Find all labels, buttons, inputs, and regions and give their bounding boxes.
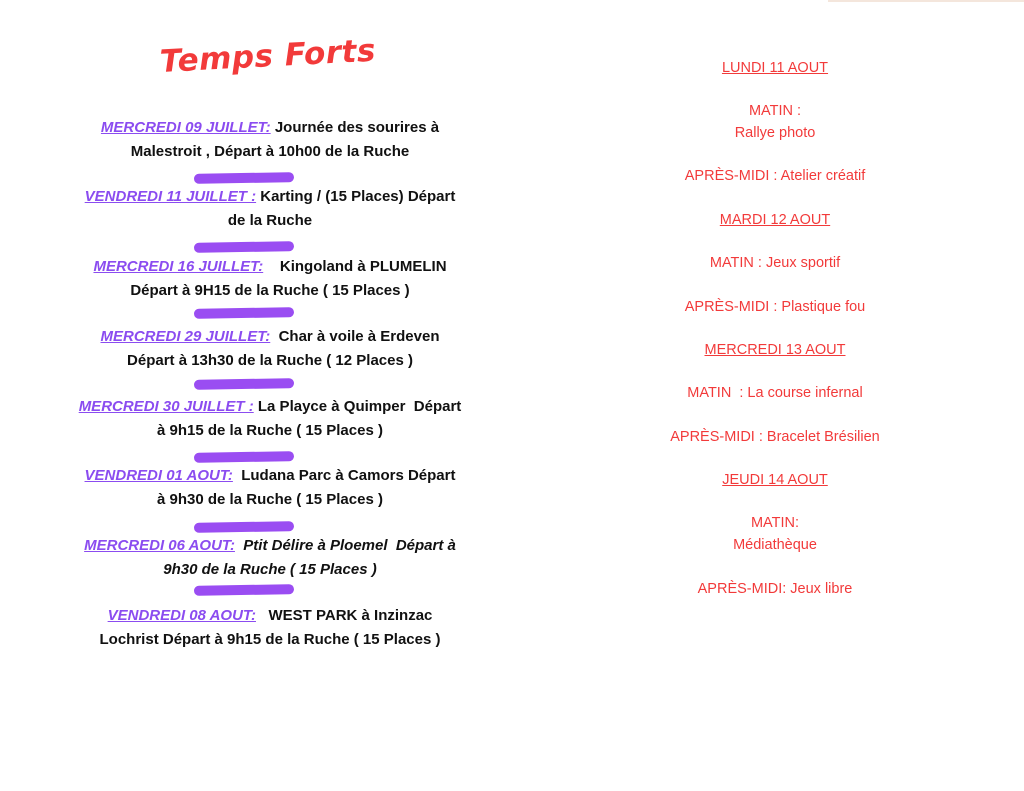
- event-item: [40, 185, 500, 232]
- event-item: [40, 464, 500, 511]
- brush-divider: [194, 307, 294, 319]
- event-item: [40, 395, 500, 442]
- schedule-activity: APRÈS-MIDI: Jeux libre: [697, 581, 853, 597]
- event-desc: Départ à 9H15 de la Ruche ( 15 Places ): [130, 281, 410, 299]
- event-item: [40, 604, 500, 651]
- schedule-day: MERCREDI 13 AOUT: [704, 342, 846, 358]
- brush-divider: [194, 241, 294, 253]
- schedule-activity: Rallye photo: [734, 125, 816, 141]
- event-date: VENDREDI 11 JUILLET :: [84, 188, 257, 205]
- brush-divider: [194, 172, 294, 184]
- event-desc: Char à voile à Erdeven: [270, 328, 440, 345]
- event-desc: Journée des sourires à: [270, 119, 440, 136]
- event-desc: de la Ruche: [227, 211, 313, 229]
- event-item: [40, 116, 500, 163]
- event-desc: Malestroit , Départ à 10h00 de la Ruche: [130, 142, 410, 160]
- brush-divider: [194, 378, 294, 390]
- event-date: MERCREDI 29 JUILLET:: [100, 328, 271, 345]
- event-date: MERCREDI 06 AOUT:: [84, 537, 235, 554]
- event-desc: 9h30 de la Ruche ( 15 Places ): [163, 560, 377, 578]
- schedule-activity: MATIN : La course infernal: [687, 385, 863, 401]
- schedule-activity: Médiathèque: [733, 537, 817, 553]
- schedule-activity: APRÈS-MIDI : Plastique fou: [684, 299, 866, 315]
- schedule-day: JEUDI 14 AOUT: [722, 472, 828, 488]
- event-desc: Ptit Délire à Ploemel Départ à: [234, 537, 456, 554]
- event-date: MERCREDI 30 JUILLET :: [78, 398, 254, 415]
- event-desc: Départ à 13h30 de la Ruche ( 12 Places ): [127, 351, 413, 369]
- event-desc: Kingoland à PLUMELIN: [263, 258, 447, 275]
- brush-divider: [194, 451, 294, 463]
- event-desc: à 9h30 de la Ruche ( 15 Places ): [157, 490, 383, 508]
- corner-decoration: [828, 0, 1024, 2]
- schedule-activity: APRÈS-MIDI : Atelier créatif: [684, 168, 866, 184]
- page-title: Temps Forts: [159, 32, 377, 80]
- event-item: [40, 534, 500, 581]
- event-date: VENDREDI 01 AOUT:: [84, 467, 233, 484]
- event-desc: La Playce à Quimper Départ: [253, 398, 462, 415]
- schedule-activity: APRÈS-MIDI : Bracelet Brésilien: [670, 429, 880, 445]
- event-desc: à 9h15 de la Ruche ( 15 Places ): [157, 421, 383, 439]
- schedule-activity: MATIN : Jeux sportif: [709, 255, 841, 271]
- event-desc: WEST PARK à Inzinzac: [255, 607, 433, 624]
- event-item: [40, 255, 500, 302]
- brush-divider: [194, 521, 294, 533]
- event-item: [40, 325, 500, 372]
- schedule-label: MATIN :: [748, 103, 802, 119]
- schedule-label: MATIN:: [750, 515, 800, 531]
- event-desc: Ludana Parc à Camors Départ: [232, 467, 456, 484]
- event-date: MERCREDI 16 JUILLET:: [93, 258, 264, 275]
- event-desc: Karting / (15 Places) Départ: [256, 188, 456, 205]
- event-date: VENDREDI 08 AOUT:: [107, 607, 256, 624]
- event-desc: Lochrist Départ à 9h15 de la Ruche ( 15 Places ): [99, 630, 441, 648]
- schedule-day: LUNDI 11 AOUT: [721, 60, 829, 76]
- event-date: MERCREDI 09 JUILLET:: [100, 119, 271, 136]
- brush-divider: [194, 584, 294, 596]
- schedule-day: MARDI 12 AOUT: [719, 212, 831, 228]
